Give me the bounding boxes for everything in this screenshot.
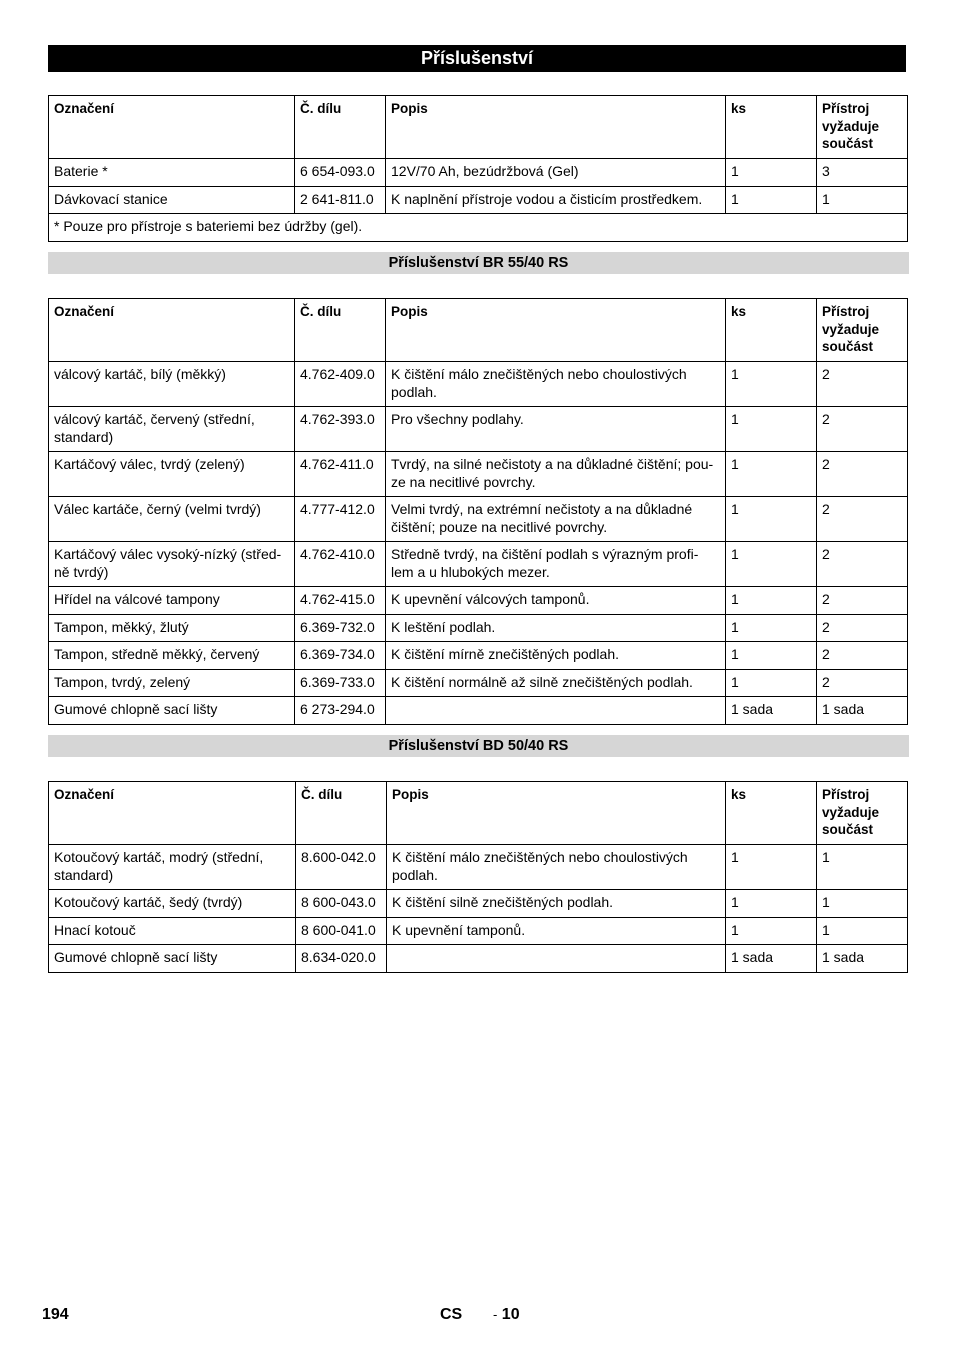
cell-device-requires: 3: [817, 159, 908, 187]
cell-quantity: 1: [726, 497, 817, 542]
cell-description: K naplnění přístroje vodou a čisticím prostředkem.: [386, 186, 726, 214]
table-header-row: [49, 782, 908, 845]
cell-quantity: 1: [726, 159, 817, 187]
column-header-description: Popis: [387, 782, 726, 845]
cell-part-number: 4.762-409.0: [295, 362, 386, 407]
cell-device-requires: 1: [817, 186, 908, 214]
cell-part-number: 6.369-734.0: [295, 642, 386, 670]
cell-device-requires: 2: [817, 497, 908, 542]
cell-device-requires: 1 sada: [817, 945, 908, 973]
cell-part-number: 6.369-733.0: [295, 669, 386, 697]
cell-designation: Kotoučový kartáč, šedý (tvrdý): [49, 890, 296, 918]
cell-designation: Kotoučový kartáč, modrý (střední, standard): [49, 845, 296, 890]
cell-quantity: 1: [726, 642, 817, 670]
section-title-bd: Příslušenství BD 50/40 RS: [48, 735, 909, 757]
table-row: [49, 362, 908, 407]
cell-designation: Baterie *: [49, 159, 295, 187]
cell-designation: Hnací kotouč: [49, 917, 296, 945]
table-row: [49, 845, 908, 890]
cell-device-requires: 2: [817, 452, 908, 497]
cell-description: K čištění málo znečištěných nebo choulostivých podlah.: [387, 845, 726, 890]
cell-description: Velmi tvrdý, na extrémní nečistoty a na důkladné čištění; pouze na necitlivé povrchy.: [386, 497, 726, 542]
cell-description: Tvrdý, na silné nečistoty a na důkladné čištění; pou-ze na necitlivé povrchy.: [386, 452, 726, 497]
table-row: [49, 890, 908, 918]
table-row: [49, 407, 908, 452]
cell-description: 12V/70 Ah, bezúdržbová (Gel): [386, 159, 726, 187]
page-number: 194: [42, 1306, 69, 1323]
cell-quantity: 1: [726, 452, 817, 497]
table-header-row: [49, 96, 908, 159]
cell-quantity: 1 sada: [726, 945, 817, 973]
table-row: [49, 697, 908, 725]
page-title: Příslušenství: [48, 45, 906, 72]
table-row: [49, 186, 908, 214]
cell-device-requires: 1: [817, 917, 908, 945]
cell-quantity: 1: [726, 587, 817, 615]
column-header-part-number: Č. dílu: [295, 299, 386, 362]
cell-designation: Tampon, tvrdý, zelený: [49, 669, 295, 697]
table-row: [49, 945, 908, 973]
column-header-quantity: ks: [726, 782, 817, 845]
table-row: [49, 452, 908, 497]
cell-device-requires: 1: [817, 845, 908, 890]
cell-description: K čištění normálně až silně znečištěných podlah.: [386, 669, 726, 697]
cell-device-requires: 2: [817, 669, 908, 697]
section-number: 10: [501, 1306, 520, 1323]
separator-dash: -: [493, 1307, 498, 1322]
cell-description: K leštění podlah.: [386, 614, 726, 642]
cell-description: K upevnění válcových tamponů.: [386, 587, 726, 615]
cell-part-number: 8 600-041.0: [296, 917, 387, 945]
column-header-description: Popis: [386, 299, 726, 362]
cell-quantity: 1: [726, 614, 817, 642]
cell-part-number: 8.634-020.0: [296, 945, 387, 973]
table-row: [49, 497, 908, 542]
cell-description: K čištění málo znečištěných nebo choulostivých podlah.: [386, 362, 726, 407]
column-header-quantity: ks: [726, 299, 817, 362]
cell-part-number: 8.600-042.0: [296, 845, 387, 890]
cell-part-number: 6.369-732.0: [295, 614, 386, 642]
cell-part-number: 6 273-294.0: [295, 697, 386, 725]
cell-quantity: 1: [726, 362, 817, 407]
column-header-part-number: Č. dílu: [296, 782, 387, 845]
cell-part-number: 2 641-811.0: [295, 186, 386, 214]
column-header-device-requires: Přístroj vyžaduje součást: [817, 96, 908, 159]
column-header-device-requires: Přístroj vyžaduje součást: [817, 299, 908, 362]
cell-device-requires: 2: [817, 587, 908, 615]
cell-part-number: 4.762-411.0: [295, 452, 386, 497]
cell-quantity: 1: [726, 917, 817, 945]
cell-description: K čištění mírně znečištěných podlah.: [386, 642, 726, 670]
cell-device-requires: 2: [817, 642, 908, 670]
table-row: [49, 642, 908, 670]
cell-designation: Gumové chlopně sací lišty: [49, 945, 296, 973]
cell-designation: Dávkovací stanice: [49, 186, 295, 214]
table-row: [49, 542, 908, 587]
cell-designation: Tampon, měkký, žlutý: [49, 614, 295, 642]
table-header-row: [49, 299, 908, 362]
footnote-row: [49, 214, 908, 242]
table-row: [49, 159, 908, 187]
cell-device-requires: 2: [817, 614, 908, 642]
cell-device-requires: 1: [817, 890, 908, 918]
cell-device-requires: 2: [817, 362, 908, 407]
cell-quantity: 1: [726, 890, 817, 918]
cell-description: [386, 697, 726, 725]
table-row: [49, 917, 908, 945]
accessories-table-br: [48, 298, 908, 725]
cell-designation: válcový kartáč, červený (střední, standard): [49, 407, 295, 452]
cell-quantity: 1: [726, 542, 817, 587]
cell-device-requires: 1 sada: [817, 697, 908, 725]
column-header-quantity: ks: [726, 96, 817, 159]
footnote: * Pouze pro přístroje s bateriemi bez údržby (gel).: [49, 214, 908, 242]
cell-description: Pro všechny podlahy.: [386, 407, 726, 452]
cell-description: [387, 945, 726, 973]
cell-quantity: 1: [726, 845, 817, 890]
section-title-br: Příslušenství BR 55/40 RS: [48, 252, 909, 274]
cell-designation: Válec kartáče, černý (velmi tvrdý): [49, 497, 295, 542]
column-header-device-requires: Přístroj vyžaduje součást: [817, 782, 908, 845]
cell-designation: Hřídel na válcové tampony: [49, 587, 295, 615]
cell-quantity: 1: [726, 407, 817, 452]
cell-quantity: 1: [726, 186, 817, 214]
column-header-part-number: Č. dílu: [295, 96, 386, 159]
cell-designation: Gumové chlopně sací lišty: [49, 697, 295, 725]
cell-part-number: 6 654-093.0: [295, 159, 386, 187]
cell-part-number: 4.762-393.0: [295, 407, 386, 452]
table-row: [49, 669, 908, 697]
table-row: [49, 587, 908, 615]
cell-designation: Tampon, středně měkký, červený: [49, 642, 295, 670]
cell-device-requires: 2: [817, 407, 908, 452]
cell-description: K upevnění tamponů.: [387, 917, 726, 945]
accessories-table-bd: [48, 781, 908, 973]
cell-designation: Kartáčový válec, tvrdý (zelený): [49, 452, 295, 497]
cell-part-number: 4.762-415.0: [295, 587, 386, 615]
cell-device-requires: 2: [817, 542, 908, 587]
column-header-description: Popis: [386, 96, 726, 159]
column-header-designation: Označení: [49, 299, 295, 362]
section-number-block: [493, 1306, 520, 1324]
cell-quantity: 1: [726, 669, 817, 697]
language-code: CS: [440, 1306, 463, 1323]
cell-description: K čištění silně znečištěných podlah.: [387, 890, 726, 918]
cell-designation: válcový kartáč, bílý (měkký): [49, 362, 295, 407]
cell-description: Středně tvrdý, na čištění podlah s výrazným profi-lem a u hlubokých mezer.: [386, 542, 726, 587]
cell-designation: Kartáčový válec vysoký-nízký (střed-ně tvrdý): [49, 542, 295, 587]
column-header-designation: Označení: [49, 96, 295, 159]
cell-part-number: 4.762-410.0: [295, 542, 386, 587]
accessories-table: [48, 95, 908, 242]
column-header-designation: Označení: [49, 782, 296, 845]
cell-part-number: 8 600-043.0: [296, 890, 387, 918]
cell-quantity: 1 sada: [726, 697, 817, 725]
cell-part-number: 4.777-412.0: [295, 497, 386, 542]
table-row: [49, 614, 908, 642]
